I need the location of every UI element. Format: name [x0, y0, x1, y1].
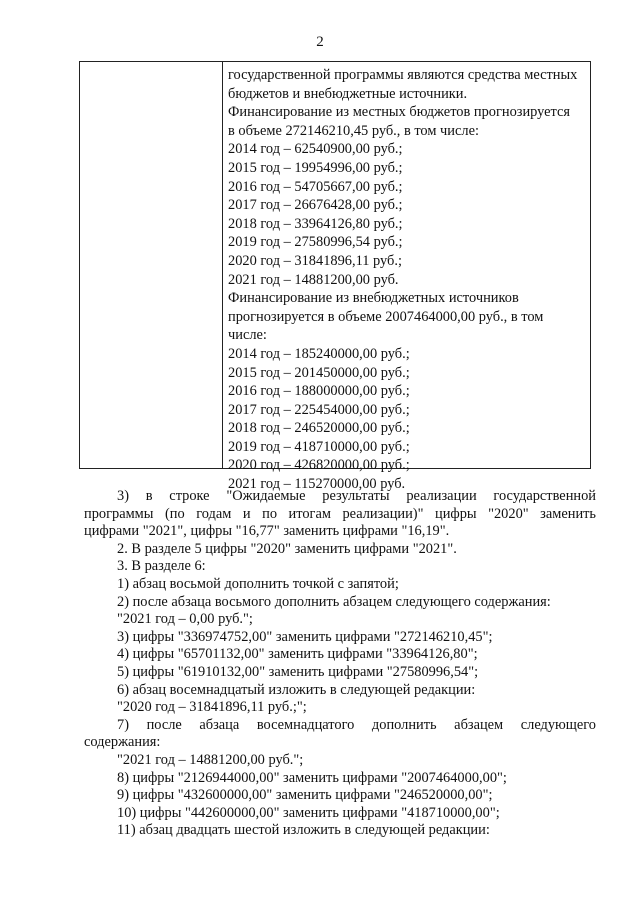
cell-line: 2015 год – 201450000,00 руб.; [228, 364, 410, 381]
cell-line: 2019 год – 418710000,00 руб.; [228, 438, 410, 455]
cell-line: Финансирование из внебюджетных источников [228, 290, 519, 307]
paragraph: 11) абзац двадцать шестой изложить в следующей редакции: [117, 822, 490, 839]
cell-line: в объеме 272146210,45 руб., в том числе: [228, 122, 479, 139]
cell-line: 2021 год – 115270000,00 руб. [228, 476, 406, 493]
paragraph: содержания: [84, 734, 161, 751]
cell-line: Финансирование из местных бюджетов прогнозируется [228, 104, 571, 121]
financing-table [79, 61, 591, 493]
cell-line: 2018 год – 33964126,80 руб.; [228, 215, 403, 232]
paragraph: программы (по годам и по итогам реализации)" цифры "2020" заменить [84, 505, 596, 522]
paragraph: 5) цифры "61910132,00" заменить цифрами "27580996,54"; [117, 663, 479, 680]
paragraph: 6) абзац восемнадцатый изложить в следующей редакции: [117, 681, 476, 698]
document-body [84, 488, 596, 840]
cell-line: бюджетов и внебюджетные источники. [228, 85, 468, 102]
paragraph: 8) цифры "2126944000,00" заменить цифрами "2007464000,00"; [117, 769, 507, 786]
paragraph: 1) абзац восьмой дополнить точкой с запятой; [117, 575, 399, 592]
paragraph: 3) цифры "336974752,00" заменить цифрами "272146210,45"; [117, 628, 493, 645]
cell-line: 2017 год – 26676428,00 руб.; [228, 197, 403, 214]
paragraph: "2021 год – 14881200,00 руб."; [117, 751, 304, 768]
table-column-divider [222, 62, 223, 468]
cell-line: прогнозируется в объеме 2007464000,00 руб., в том [228, 308, 544, 325]
cell-line: 2016 год – 188000000,00 руб.; [228, 383, 410, 400]
paragraph: 7) после абзаца восемнадцатого дополнить абзацем следующего [117, 716, 596, 733]
paragraph: "2021 год – 0,00 руб."; [117, 611, 253, 628]
paragraph: 3) в строке "Ожидаемые результаты реализации государственной [117, 488, 596, 504]
cell-line: 2020 год – 426820000,00 руб.; [228, 457, 410, 474]
cell-line: 2021 год – 14881200,00 руб. [228, 271, 399, 288]
financing-cell [228, 66, 586, 494]
cell-line: 2015 год – 19954996,00 руб.; [228, 159, 403, 176]
cell-line: 2016 год – 54705667,00 руб.; [228, 178, 403, 195]
paragraph: цифрами "2021", цифры "16,77" заменить цифрами "16,19". [84, 523, 450, 540]
cell-line: 2019 год – 27580996,54 руб.; [228, 234, 403, 251]
cell-line: 2020 год – 31841896,11 руб.; [228, 252, 402, 269]
paragraph: 4) цифры "65701132,00" заменить цифрами "33964126,80"; [117, 646, 478, 663]
paragraph: "2020 год – 31841896,11 руб.;"; [117, 699, 307, 716]
cell-line: 2014 год – 62540900,00 руб.; [228, 141, 403, 158]
paragraph: 3. В разделе 6: [117, 558, 206, 575]
paragraph: 10) цифры "442600000,00" заменить цифрами "418710000,00"; [117, 804, 500, 821]
paragraph: 9) цифры "432600000,00" заменить цифрами "246520000,00"; [117, 787, 493, 804]
cell-line: государственной программы являются средства местных [228, 67, 578, 83]
paragraph: 2) после абзаца восьмого дополнить абзацем следующего содержания: [117, 593, 551, 610]
paragraph: 2. В разделе 5 цифры "2020" заменить цифрами "2021". [117, 540, 457, 557]
page-number: 2 [316, 34, 324, 50]
cell-line: 2018 год – 246520000,00 руб.; [228, 420, 410, 437]
cell-line: 2017 год – 225454000,00 руб.; [228, 401, 410, 418]
cell-line: числе: [228, 327, 267, 344]
cell-line: 2014 год – 185240000,00 руб.; [228, 345, 410, 362]
